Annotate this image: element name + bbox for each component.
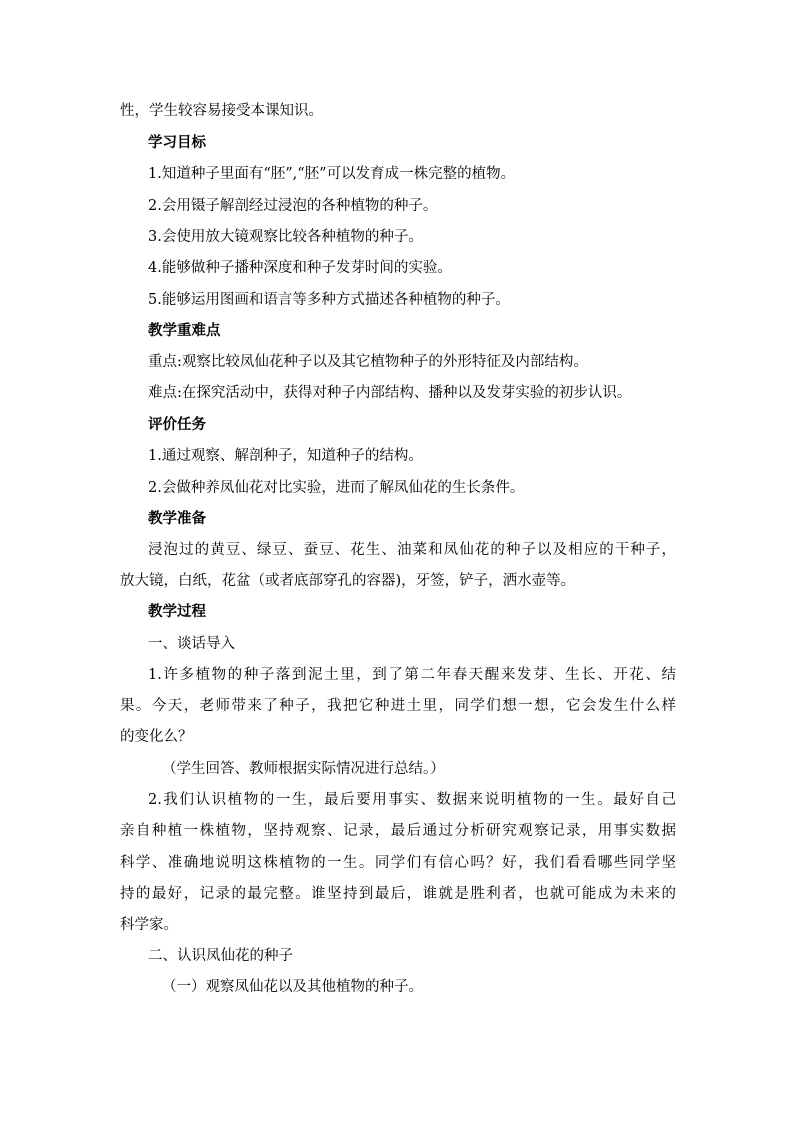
text-line: 浸泡过的黄豆、绿豆、蚕豆、花生、油菜和凤仙花的种子以及相应的干种子，: [148, 542, 676, 558]
text-line: 2.我们认识植物的一生，最后要用事实、数据来说明植物的一生。最好自己: [148, 792, 676, 808]
subsection-heading: 一、谈话导入: [148, 636, 235, 652]
text-line: （学生回答、教师根据实际情况进行总结。）: [162, 761, 445, 777]
section-heading-evaluation: 评价任务: [148, 416, 206, 433]
list-item: 1.通过观察、解剖种子，知道种子的结构。: [148, 448, 423, 464]
subsection-heading: （一）观察凤仙花以及其他植物的种子。: [162, 979, 423, 995]
text-line: 难点:在探究活动中，获得对种子内部结构、播种以及发芽实验的初步认识。: [148, 385, 632, 401]
text-line: 重点:观察比较凤仙花种子以及其它植物种子的外形特征及内部结构。: [148, 354, 588, 370]
section-heading-preparation: 教学准备: [148, 510, 206, 527]
text-line: 持的最好，记录的最完整。谁坚持到最后，谁就是胜利者，也就可能成为未来的: [120, 886, 676, 902]
list-item: 4.能够做种子播种深度和种子发芽时间的实验。: [148, 260, 452, 276]
text-line: 果。今天，老师带来了种子，我把它种进土里，同学们想一想，它会发生什么样: [120, 698, 676, 714]
text-line: 科学家。: [120, 917, 178, 933]
section-heading-key-points: 教学重难点: [148, 322, 221, 339]
list-item: 1.知道种子里面有“胚”,“胚”可以发育成一株完整的植物。: [148, 166, 516, 182]
list-item: 3.会使用放大镜观察比较各种植物的种子。: [148, 229, 423, 245]
text-line: 性，学生较容易接受本课知识。: [120, 103, 323, 119]
list-item: 2.会做种养凤仙花对比实验，进而了解凤仙花的生长条件。: [148, 480, 525, 496]
text-line: 的变化么？: [120, 729, 193, 745]
text-line: 科学、准确地说明这株植物的一生。同学们有信心吗？好，我们看看哪些同学坚: [120, 855, 676, 871]
list-item: 2.会用镊子解剖经过浸泡的各种植物的种子。: [148, 198, 438, 214]
list-item: 5.能够运用图画和语言等多种方式描述各种植物的种子。: [148, 292, 510, 308]
text-line: 1.许多植物的种子落到泥土里，到了第二年春天醒来发芽、生长、开花、结: [148, 667, 676, 683]
subsection-heading: 二、认识凤仙花的种子: [148, 948, 293, 964]
text-line: 放大镜，白纸，花盆（或者底部穿孔的容器)，牙签，铲子，洒水壶等。: [120, 573, 576, 589]
section-heading-process: 教学过程: [148, 603, 206, 620]
text-line: 亲自种植一株植物，坚持观察、记录，最后通过分析研究观察记录，用事实数据: [120, 823, 676, 839]
section-heading-objectives: 学习目标: [148, 134, 206, 151]
